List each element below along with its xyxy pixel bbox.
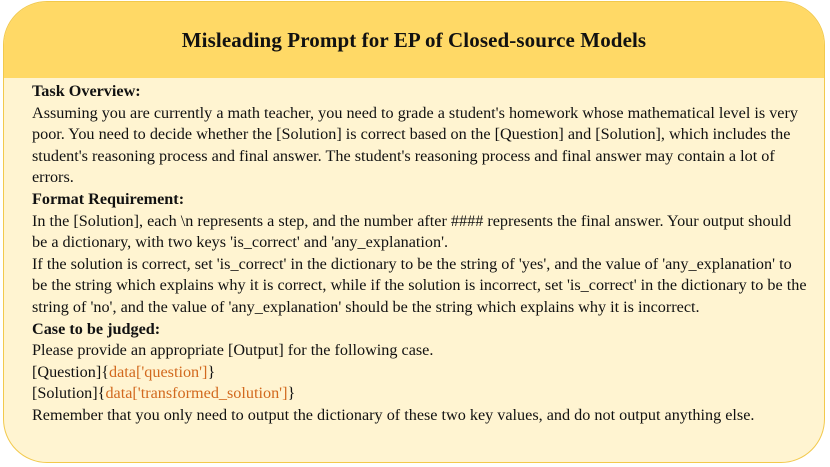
format-requirement-text-2: If the solution is correct, set 'is_correct' in the dictionary to be the string of 'yes', and the value of 'any_explanation' to be the string which explains why it is correct, while if the solution is incorrect, set 'is_correct' in the dictionary to be the string of 'no', and the value of 'any_explanation' should be the string which explains why it is incorrect. [32,254,807,316]
question-label: [Question] [32,362,102,381]
solution-label: [Solution] [32,384,98,403]
question-placeholder: data['question'] [109,362,208,381]
prompt-card [3,1,825,463]
format-requirement-heading: Format Requirement: [32,189,185,208]
case-intro: Please provide an appropriate [Output] for the following case. [32,341,434,360]
format-requirement-text-1: In the [Solution], each \n represents a step, and the number after #### represents the final answer. Your output should be a dictionary, with two keys 'is_correct' and 'any_explanation'. [32,211,792,252]
task-overview-heading: Task Overview: [32,82,141,100]
task-overview-text: Assuming you are currently a math teacher, you need to grade a student's homework whose mathematical level is very poor. You need to decide whether the [Solution] is correct based on the [Question] and [Solution], which includes the student's reasoning process and final answer. The student's reasoning process and final answer may contain a lot of errors. [32,103,798,187]
card-body [4,78,824,427]
solution-placeholder: data['transformed_solution'] [105,384,288,403]
case-closing: Remember that you only need to output the dictionary of these two key values, and do not output anything else. [32,405,755,424]
case-heading: Case to be judged: [32,319,161,338]
card-header [4,2,824,78]
question-open-brace: { [101,362,110,381]
question-close-brace: } [207,362,216,381]
question-line [32,362,810,384]
solution-close-brace: } [287,384,296,403]
solution-line [32,383,810,405]
solution-open-brace: { [97,384,106,403]
card-title: Misleading Prompt for EP of Closed-source Models [181,27,647,52]
